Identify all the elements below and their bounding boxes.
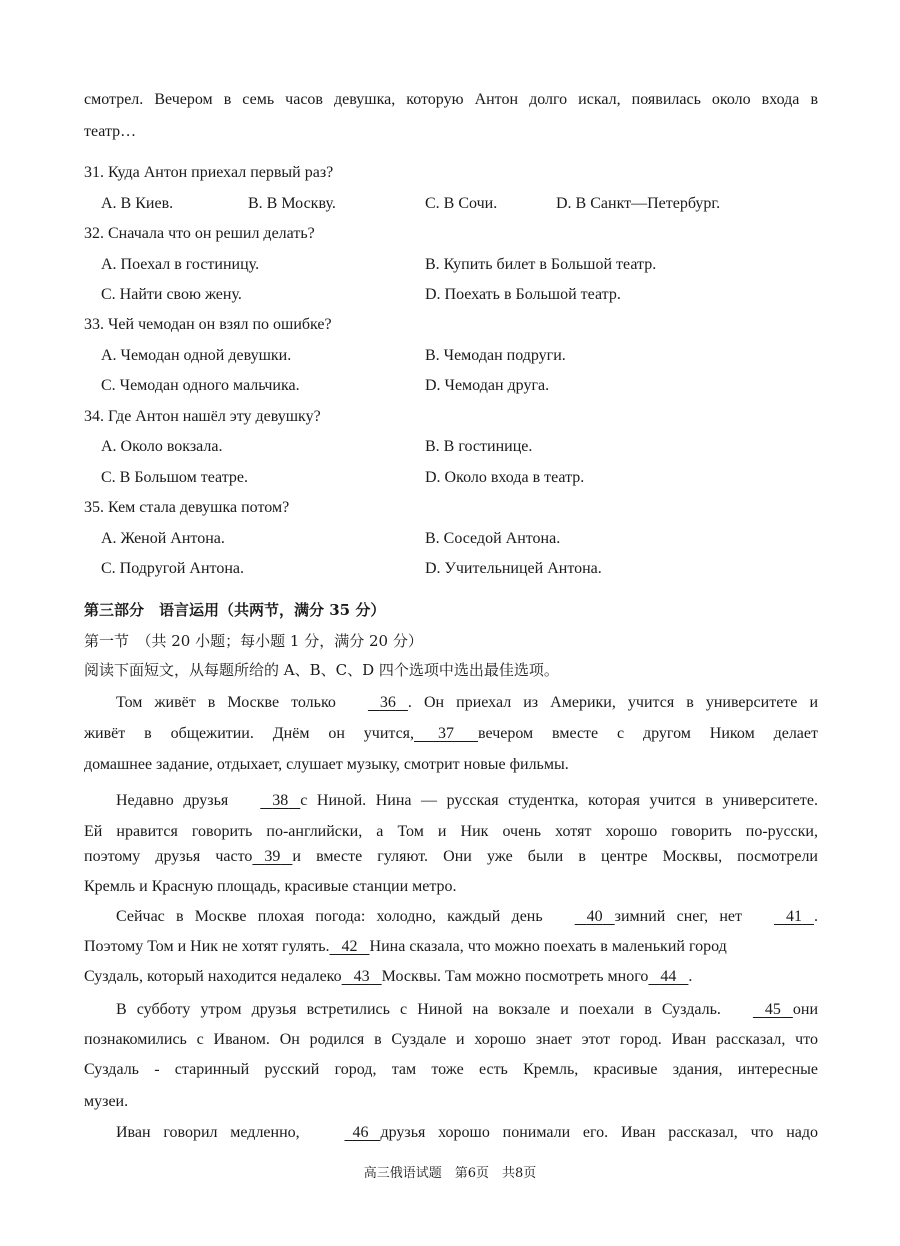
option-32-a: A. Поехал в гостиницу. (101, 256, 260, 273)
passage-line: Кремль и Красную площадь, красивые станции метро. (84, 878, 457, 895)
passage-text: Том живёт в Москве только (116, 694, 336, 711)
passage-text: Недавно друзья (116, 792, 229, 809)
blank-44 (648, 967, 688, 987)
option-34-b: B. В гостинице. (425, 438, 533, 455)
passage-text: вечером вместе с другом Ником делает (478, 725, 818, 742)
blank-42 (330, 937, 370, 957)
blank-36 (336, 693, 408, 713)
intro-text-line: театр… (84, 123, 137, 140)
passage-text: В субботу утром друзья встретились с Ниной на вокзале и поехали в Суздаль. (116, 1001, 721, 1018)
blank-number: 46 (352, 1124, 369, 1141)
blank-41 (742, 907, 814, 927)
passage-text: друзья хорошо понимали его. Иван рассказал, что надо (380, 1124, 818, 1141)
section-title: 第三部分 语言运用（共两节，满分 35 分） (84, 601, 386, 619)
blank-number: 39 (264, 848, 281, 865)
passage-line (84, 1000, 818, 1020)
passage-text: . (814, 908, 819, 925)
section-subtitle: 第一节 （共 20 小题；每小题 1 分，满分 20 分） (84, 632, 423, 650)
blank-number: 42 (341, 938, 358, 955)
blank-number: 43 (353, 968, 370, 985)
option-34-c: C. В Большом театре. (101, 469, 249, 486)
option-32-d: D. Поехать в Большой театр. (425, 286, 621, 303)
passage-text: Сейчас в Москве плохая погода: холодно, каждый день (116, 908, 543, 925)
passage-text: они (792, 1001, 818, 1018)
passage-line (84, 1123, 818, 1143)
passage-line (84, 907, 818, 927)
page-footer: 高三俄语试题 第6页 共8页 (363, 1166, 537, 1181)
passage-text: с Ниной. Нина — русская студентка, которая учится в университете. (300, 792, 818, 809)
blank-number: 45 (764, 1001, 781, 1018)
passage-line (84, 847, 818, 867)
blank-37 (414, 724, 478, 744)
option-35-c: C. Подругой Антона. (101, 560, 244, 577)
option-32-b: B. Купить билет в Большой театр. (425, 256, 657, 273)
option-35-b: B. Соседой Антона. (425, 530, 561, 547)
intro-text-line: смотрел. Вечером в семь часов девушка, которую Антон долго искал, появилась около входа в (84, 91, 818, 108)
question-31: 31. Куда Антон приехал первый раз? (84, 164, 334, 181)
blank-number: 40 (586, 908, 603, 925)
question-33: 33. Чей чемодан он взял по ошибке? (84, 316, 332, 333)
passage-text: Москвы. Там можно посмотреть много (381, 968, 649, 985)
blank-45 (721, 1000, 793, 1020)
blank-number: 44 (660, 968, 677, 985)
option-31-b: B. В Москву. (248, 195, 336, 212)
option-31-d: D. В Санкт—Петербург. (556, 195, 721, 212)
blank-number: 36 (379, 694, 396, 711)
blank-number: 38 (272, 792, 289, 809)
option-35-d: D. Учительницей Антона. (425, 560, 602, 577)
passage-line (84, 724, 818, 744)
question-32: 32. Сначала что он решил делать? (84, 225, 315, 242)
passage-text: . (688, 968, 693, 985)
passage-text: зимний снег, нет (614, 908, 743, 925)
passage-text: Суздаль, который находится недалеко (84, 968, 342, 985)
option-34-d: D. Около входа в театр. (425, 469, 585, 486)
passage-line (84, 693, 818, 713)
passage-line (84, 791, 818, 811)
option-33-c: C. Чемодан одного мальчика. (101, 377, 300, 394)
option-33-b: B. Чемодан подруги. (425, 347, 566, 364)
option-31-c: C. В Сочи. (425, 195, 498, 212)
blank-46 (312, 1123, 380, 1143)
question-35: 35. Кем стала девушка потом? (84, 499, 290, 516)
option-32-c: C. Найти свою жену. (101, 286, 242, 303)
passage-text: поэтому друзья часто (84, 848, 253, 865)
passage-line: Суздаль - старинный русский город, там тоже есть Кремль, красивые здания, интересные (84, 1061, 818, 1078)
passage-line: домашнее задание, отдыхает, слушает музыку, смотрит новые фильмы. (84, 756, 569, 773)
passage-line: познакомились с Иваном. Он родился в Суздале и хорошо знает этот город. Иван рассказал, что (84, 1031, 818, 1048)
blank-number: 41 (786, 908, 803, 925)
option-33-a: A. Чемодан одной девушки. (101, 347, 292, 364)
passage-line (84, 967, 692, 987)
passage-text: Поэтому Том и Ник не хотят гулять. (84, 938, 330, 955)
passage-line: Ей нравится говорить по-английски, а Том и Ник очень хотят хорошо говорить по-русски, (84, 823, 818, 840)
passage-text: живёт в общежитии. Днём он учится, (84, 725, 415, 742)
passage-text: и вместе гуляют. Они уже были в центре Москвы, посмотрели (292, 848, 818, 865)
option-34-a: A. Около вокзала. (101, 438, 223, 455)
section-instruction: 阅读下面短文，从每题所给的 A、B、C、D 四个选项中选出最佳选项。 (84, 661, 559, 679)
option-33-d: D. Чемодан друга. (425, 377, 550, 394)
blank-43 (342, 967, 382, 987)
passage-line (84, 937, 727, 957)
passage-text: . Он приехал из Америки, учится в университете и (407, 694, 819, 711)
option-31-a: A. В Киев. (101, 195, 174, 212)
question-34: 34. Где Антон нашёл эту девушку? (84, 408, 321, 425)
passage-line: музеи. (84, 1093, 129, 1110)
passage-text: Иван говорил медленно, (116, 1124, 300, 1141)
blank-number: 37 (438, 725, 455, 742)
option-35-a: A. Женой Антона. (101, 530, 225, 547)
blank-39 (252, 847, 292, 867)
blank-38 (228, 791, 300, 811)
blank-40 (543, 907, 615, 927)
passage-text: Нина сказала, что можно поехать в маленький город (369, 938, 727, 955)
